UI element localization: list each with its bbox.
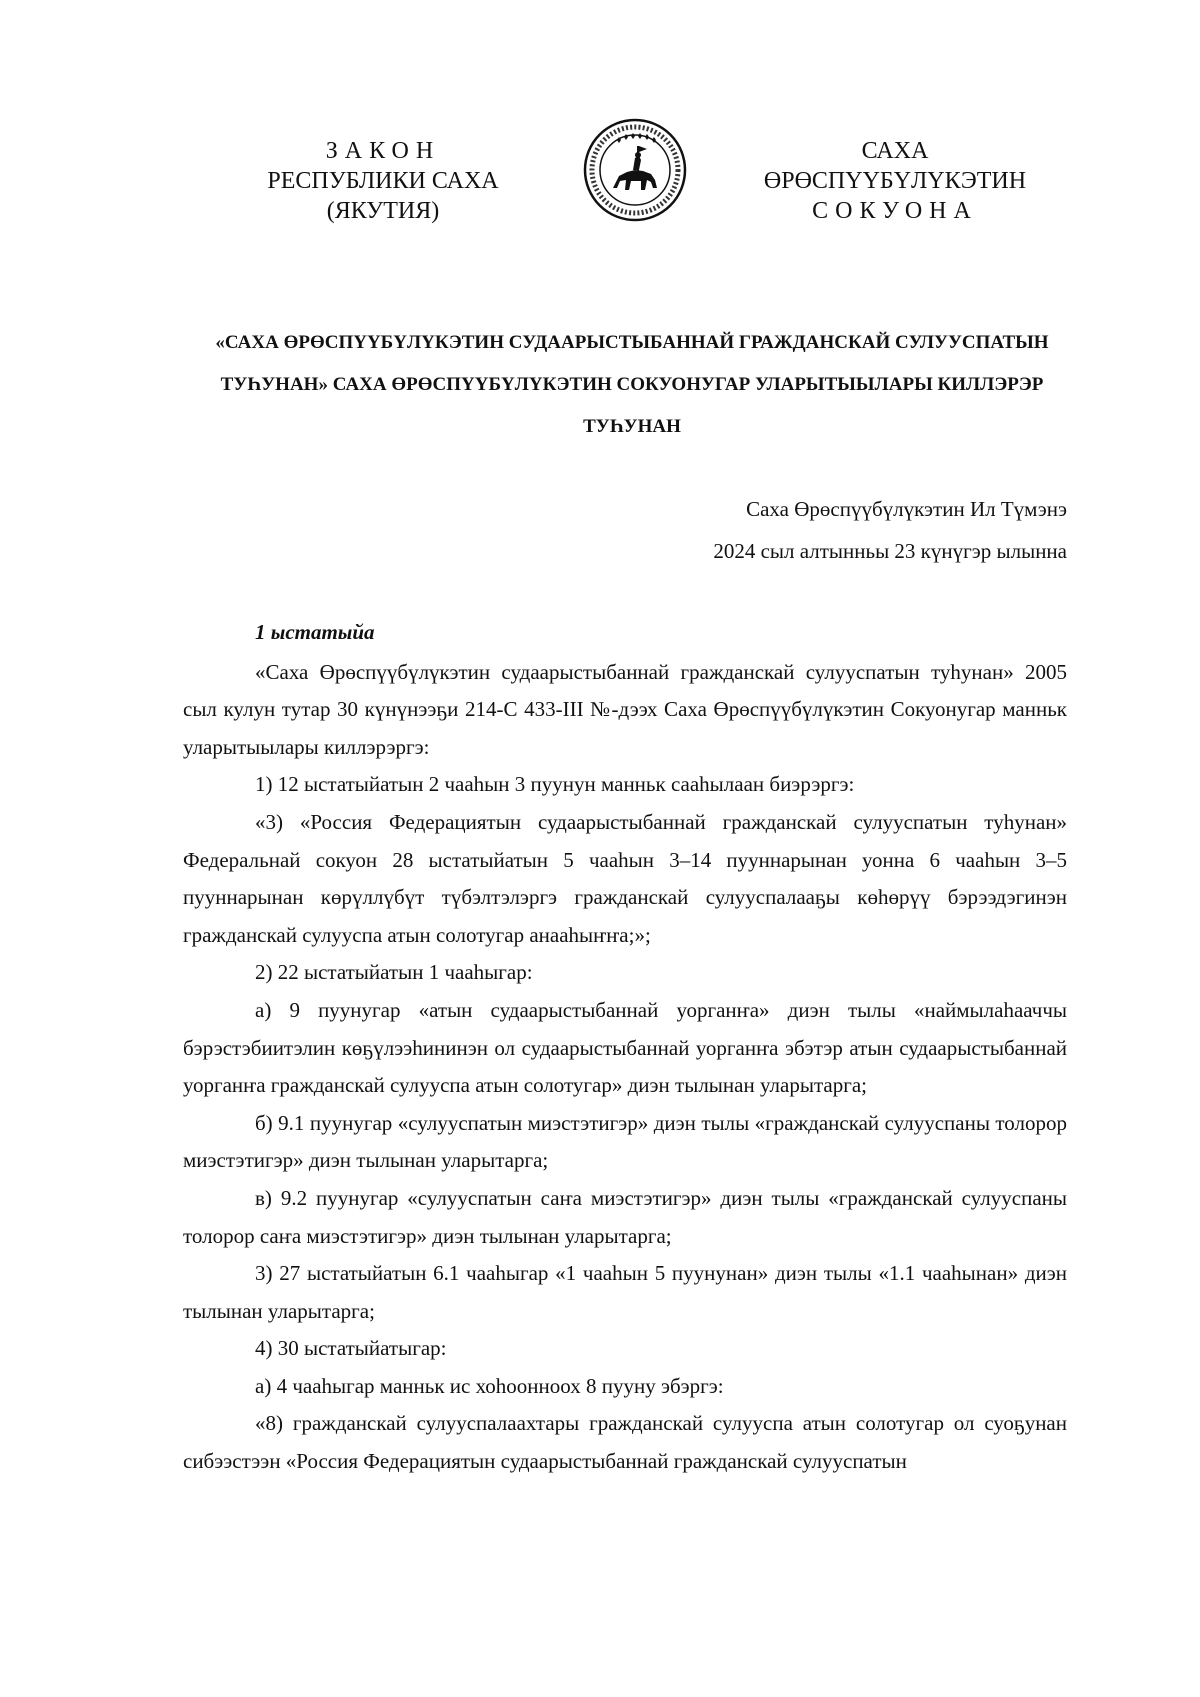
header-right-title: САХА ӨРӨСПҮҮБҮЛҮКЭТИН	[763, 138, 1027, 194]
article-body	[183, 614, 1067, 1481]
article-paragraph: б) 9.1 пуунугар «сулууспатын миэстэтигэр» диэн тылы «гражданскай сулууспаны толорор миэстэтигэр» диэн тылынан уларытарга;	[183, 1110, 1067, 1173]
article-heading: 1 ыстатыйа	[255, 620, 375, 644]
article-paragraph: 4) 30 ыстатыйатыгар:	[255, 1336, 447, 1361]
article-paragraph: «3) «Россия Федерациятын судаарыстыбаннай гражданскай сулууспатын туһунан» Федеральнай сокуон 28 ыстатыйатын 5 чааһын 3–14 пууннарынан уонна 6 чааһын 3–5 пууннарынан көрүллүбүт түбэлтэлэргэ гражданскай сулууспалааҕы көһөрүү бэрээдэгинэн гражданскай сулууспа атын солотугар анааһыҥҥа;»;	[183, 809, 1067, 947]
header-right-subtitle: СОКУОНА	[812, 198, 978, 224]
header-left	[218, 136, 548, 226]
article-paragraph: 2) 22 ыстатыйатын 1 чааһыгар:	[255, 960, 533, 985]
law-title-line-3: ТУҺУНАН	[583, 416, 681, 437]
article-paragraph: а) 4 чааһыгар манньк ис хоһоонноох 8 пууну эбэргэ:	[255, 1373, 724, 1398]
header-right	[730, 136, 1060, 226]
law-title	[200, 322, 1064, 448]
header-left-subtitle: РЕСПУБЛИКИ САХА (ЯКУТИЯ)	[267, 168, 499, 224]
law-title-line-1: «САХА ӨРӨСПҮҮБҮЛҮКЭТИН СУДААРЫСТЫБАННАЙ ГРАЖДАНСКАЙ СУЛУУСПАТЫН	[215, 332, 1049, 353]
article-paragraph: а) 9 пуунугар «атын судаарыстыбаннай уорганҥа» диэн тылы «наймылаһааччы бэрэстэбиитэлин көҕүлээһининэн ол судаарыстыбаннай уорганҥа эбэтэр атын судаарыстыбаннай уорганҥа гражданскай сулууспа атын солотугар» диэн тылынан уларытарга;	[183, 997, 1067, 1098]
header-left-title: ЗАКОН	[325, 138, 441, 164]
article-paragraph: «Саха Өрөспүүбүлүкэтин судаарыстыбаннай гражданскай сулууспатын туһунан» 2005 сыл кулун тутар 30 күнүнээҕи 214-С 433-III №-дээх Саха Өрөспүүбүлүкэтин Сокуонугар манньк уларытыылары киллэрэргэ:	[183, 659, 1067, 759]
article-paragraph: 1) 12 ыстатыйатын 2 чааһын 3 пуунун манньк сааһылаан биэрэргэ:	[255, 772, 855, 797]
adopted-by: Саха Өрөспүүбүлүкэтин Ил Түмэнэ	[746, 497, 1067, 521]
coat-of-arms-emblem	[583, 118, 687, 222]
article-paragraph: 3) 27 ыстатыйатын 6.1 чааһыгар «1 чааһын 5 пуунунан» диэн тылы «1.1 чааһынан» диэн тылынан уларытарга;	[183, 1261, 1067, 1323]
adoption-block	[713, 488, 1067, 572]
adoption-date: 2024 сыл алтынньы 23 күнүгэр ылынна	[713, 539, 1067, 563]
article-paragraph: «8) гражданскай сулууспалаахтары гражданскай сулууспа атын солотугар ол суоҕунан сибээстээн «Россия Федерациятын судаарыстыбаннай гражданскай сулууспатын	[183, 1411, 1067, 1474]
law-title-line-2: ТУҺУНАН» САХА ӨРӨСПҮҮБҮЛҮКЭТИН СОКУОНУГАР УЛАРЫТЫЫЛАРЫ КИЛЛЭРЭР	[220, 374, 1044, 395]
article-paragraph: в) 9.2 пуунугар «сулууспатын саҥа миэстэтигэр» диэн тылы «гражданскай сулууспаны толорор саҥа миэстэтигэр» диэн тылынан уларытарга;	[183, 1185, 1067, 1248]
